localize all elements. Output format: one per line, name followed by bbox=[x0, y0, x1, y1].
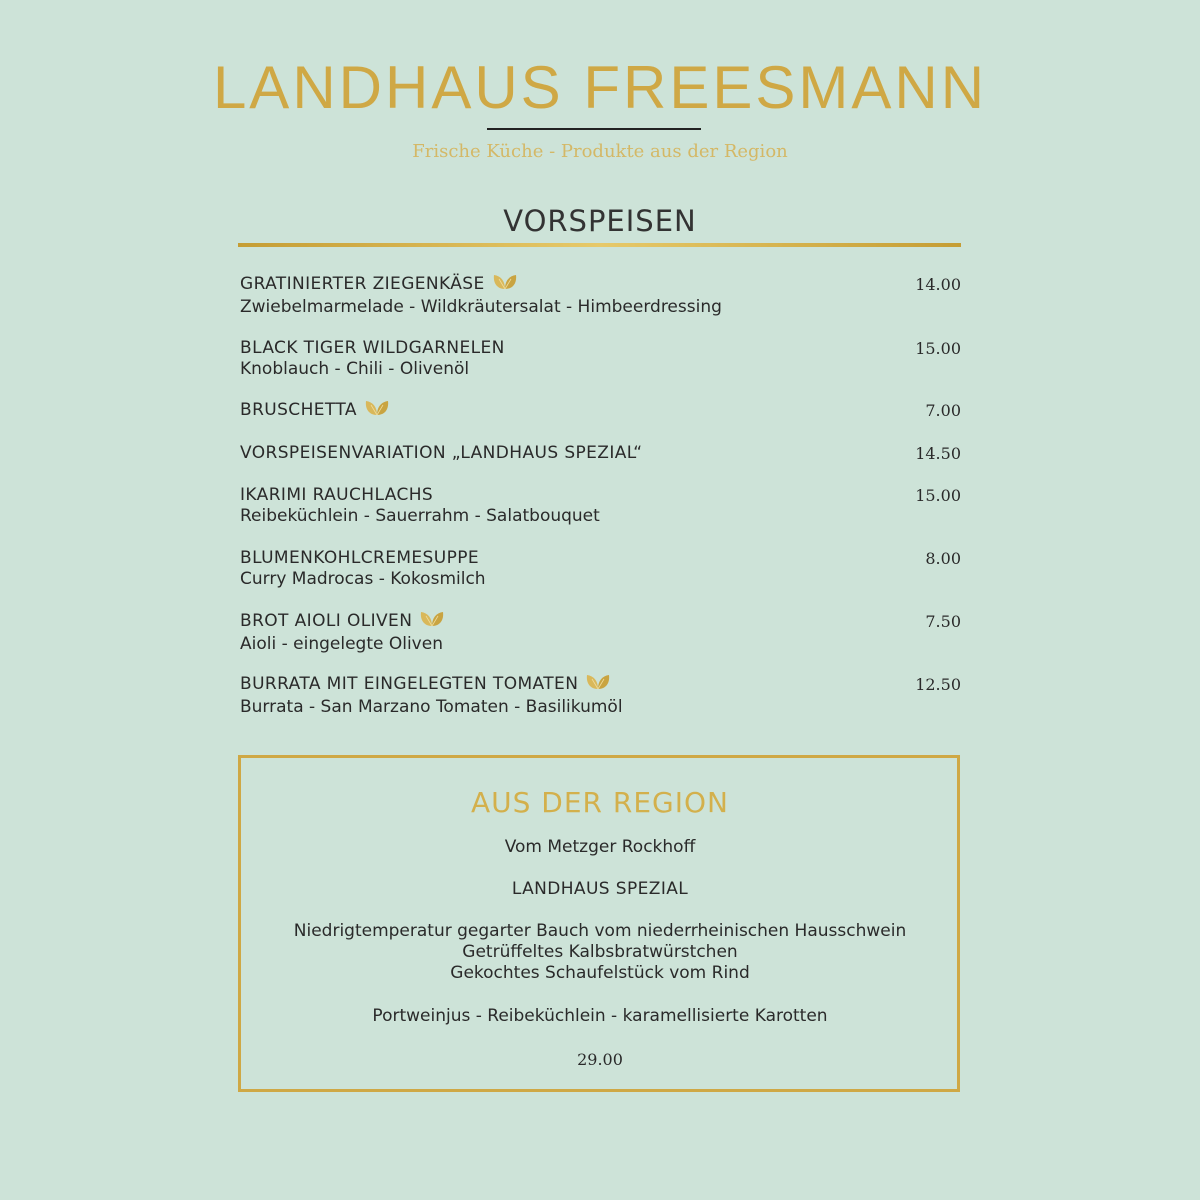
menu-item-name-text: BLUMENKOHLCREMESUPPE bbox=[240, 548, 480, 568]
menu-item-name-text: IKARIMI RAUCHLACHS bbox=[240, 485, 434, 505]
menu-item-name-text: BRUSCHETTA bbox=[240, 400, 357, 420]
brand-divider bbox=[487, 128, 701, 130]
menu-item-price: 12.50 bbox=[915, 675, 961, 694]
region-sides: Portweinjus - Reibeküchlein - karamellisierte Karotten bbox=[372, 1006, 828, 1026]
menu-item-name bbox=[240, 399, 961, 423]
menu-item bbox=[240, 442, 961, 464]
menu-item-name-text: VORSPEISENVARIATION „LANDHAUS SPEZIAL“ bbox=[240, 443, 643, 463]
menu-item-price: 7.50 bbox=[925, 612, 961, 631]
region-dish-name: LANDHAUS SPEZIAL bbox=[511, 879, 689, 899]
menu-item bbox=[240, 484, 961, 527]
menu-item-price: 14.00 bbox=[915, 275, 961, 294]
menu-item-price: 14.50 bbox=[915, 444, 961, 463]
menu-item bbox=[240, 273, 961, 318]
menu-item bbox=[240, 610, 961, 655]
menu-item-description: Aioli - eingelegte Oliven bbox=[240, 634, 443, 654]
section-title: VORSPEISEN bbox=[503, 204, 697, 238]
menu-item-name bbox=[240, 442, 961, 464]
region-title: AUS DER REGION bbox=[470, 786, 729, 819]
brand-logo: LANDHAUS FREESMANN bbox=[212, 54, 988, 121]
menu-item bbox=[240, 399, 961, 423]
region-supplier: Vom Metzger Rockhoff bbox=[504, 837, 696, 857]
leaf-icon bbox=[584, 673, 612, 697]
menu-item bbox=[240, 673, 961, 718]
region-price: 29.00 bbox=[577, 1050, 623, 1069]
menu-item-description: Reibeküchlein - Sauerrahm - Salatbouquet bbox=[240, 506, 600, 526]
menu-item-name bbox=[240, 610, 961, 634]
menu-item-description: Knoblauch - Chili - Olivenöl bbox=[240, 359, 470, 379]
menu-item-name bbox=[240, 673, 961, 697]
leaf-icon bbox=[418, 610, 446, 634]
region-component: Gekochtes Schaufelstück vom Rind bbox=[450, 963, 750, 983]
menu-item-description: Burrata - San Marzano Tomaten - Basilikumöl bbox=[240, 697, 623, 717]
region-component: Getrüffeltes Kalbsbratwürstchen bbox=[462, 942, 738, 962]
menu-item-description: Curry Madrocas - Kokosmilch bbox=[240, 569, 486, 589]
menu-item-name-text: BURRATA MIT EINGELEGTEN TOMATEN bbox=[240, 674, 579, 694]
menu-item bbox=[240, 547, 961, 590]
region-component: Niedrigtemperatur gegarter Bauch vom niederrheinischen Hausschwein bbox=[293, 921, 907, 941]
leaf-icon bbox=[363, 399, 391, 423]
menu-item bbox=[240, 337, 961, 380]
section-divider bbox=[238, 243, 961, 247]
menu-item-price: 15.00 bbox=[915, 339, 961, 358]
menu-item-price: 7.00 bbox=[925, 401, 961, 420]
menu-item-name-text: BROT AIOLI OLIVEN bbox=[240, 611, 413, 631]
menu-item-price: 8.00 bbox=[925, 549, 961, 568]
menu-item-name bbox=[240, 273, 961, 297]
menu-item-name bbox=[240, 337, 961, 359]
leaf-icon bbox=[491, 273, 519, 297]
menu-item-name-text: BLACK TIGER WILDGARNELEN bbox=[240, 338, 505, 358]
menu-item-name-text: GRATINIERTER ZIEGENKÄSE bbox=[240, 274, 485, 294]
menu-item-name bbox=[240, 484, 961, 506]
menu-item-description: Zwiebelmarmelade - Wildkräutersalat - Himbeerdressing bbox=[240, 297, 722, 317]
menu-item-name bbox=[240, 547, 961, 569]
tagline: Frische Küche - Produkte aus der Region bbox=[412, 141, 788, 162]
menu-item-price: 15.00 bbox=[915, 486, 961, 505]
